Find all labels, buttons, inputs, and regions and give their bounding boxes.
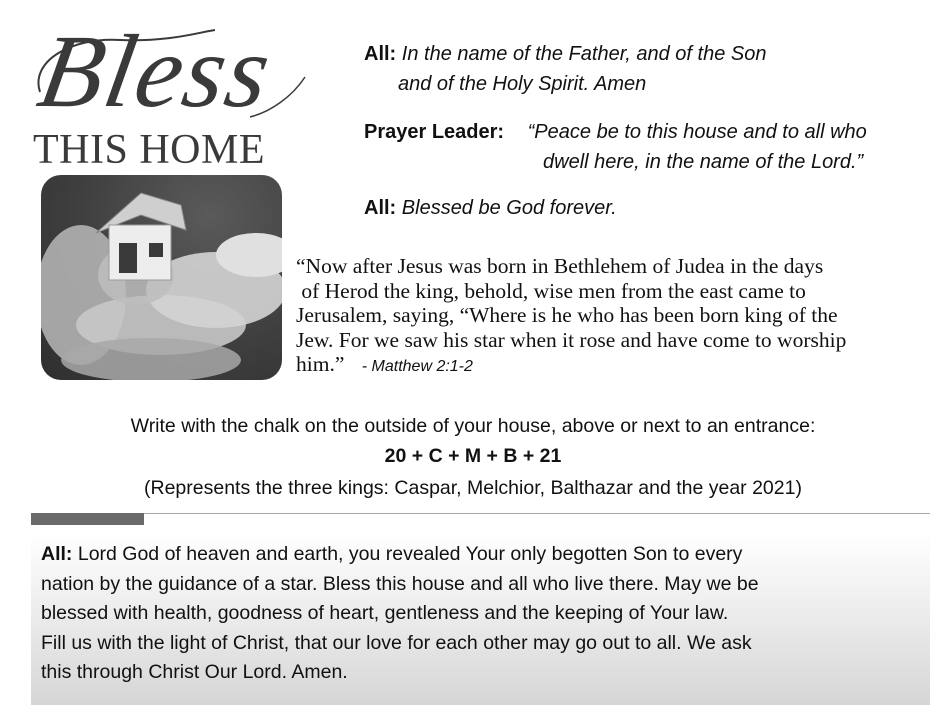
scripture-reference: - Matthew 2:1-2 (361, 358, 473, 375)
chalk-instruction: Write with the chalk on the outside of your house, above or next to an entrance: (130, 415, 816, 437)
speaker-label: Prayer Leader: (364, 121, 505, 143)
closing-prayer-box (31, 532, 930, 705)
scripture-line: “Now after Jesus was born in Bethlehem of Judea in the days (296, 254, 824, 278)
speaker-label: All: (364, 197, 397, 219)
scripture-line: of Herod the king, behold, wise men from the east came to (296, 278, 806, 303)
opening-all-line-2 (398, 72, 646, 96)
scripture-last-line (296, 352, 946, 380)
response-text: and of the Holy Spirit. Amen (398, 73, 647, 95)
scripture-passage (296, 254, 946, 380)
response-text: “Peace be to this house and to all who (527, 121, 867, 143)
opening-all-blessed (364, 196, 617, 220)
prayer-line-text: Lord God of heaven and earth, you revealed Your only begotten Son to every (77, 543, 743, 565)
scripture-line: him.” (296, 352, 345, 376)
scripture-line: Jew. For we saw his star when it rose and have come to worship (296, 327, 847, 352)
scripture-line: Jerusalem, saying, “Where is he who has been born king of the (296, 303, 838, 327)
speaker-label: All: (41, 543, 73, 565)
closing-prayer-text (41, 540, 926, 688)
prayer-line (41, 540, 926, 570)
prayer-line: blessed with health, goodness of heart, gentleness and the keeping of Your law. (41, 602, 729, 624)
prayer-line: Fill us with the light of Christ, that our love for each other may go out to all. We ask (41, 631, 752, 654)
opening-all-line-1 (364, 42, 766, 66)
logo-subtitle: THIS HOME (33, 127, 265, 173)
prayer-leader-line-1 (364, 120, 867, 144)
response-text: In the name of the Father, and of the Son (401, 43, 767, 65)
response-text: dwell here, in the name of the Lord.” (543, 151, 864, 173)
separator-line (31, 513, 930, 514)
prayer-leader-line-2 (543, 150, 863, 174)
prayer-line: this through Christ Our Lord. Amen. (41, 661, 348, 683)
prayer-line: nation by the guidance of a star. Bless this house and all who live there. May we be (41, 572, 759, 595)
speaker-label: All: (364, 43, 397, 65)
logo-swash-icon (30, 22, 310, 132)
logo-script-text: Bless (30, 14, 281, 129)
response-text: Blessed be God forever. (401, 197, 617, 219)
chalk-explanation: (Represents the three kings: Caspar, Melchior, Balthazar and the year 2021) (144, 477, 802, 499)
separator-bar (31, 513, 144, 525)
hands-house-illustration-icon (41, 175, 282, 380)
chalk-inscription: 20 + C + M + B + 21 (384, 445, 562, 467)
house-in-hands-photo (41, 175, 282, 380)
